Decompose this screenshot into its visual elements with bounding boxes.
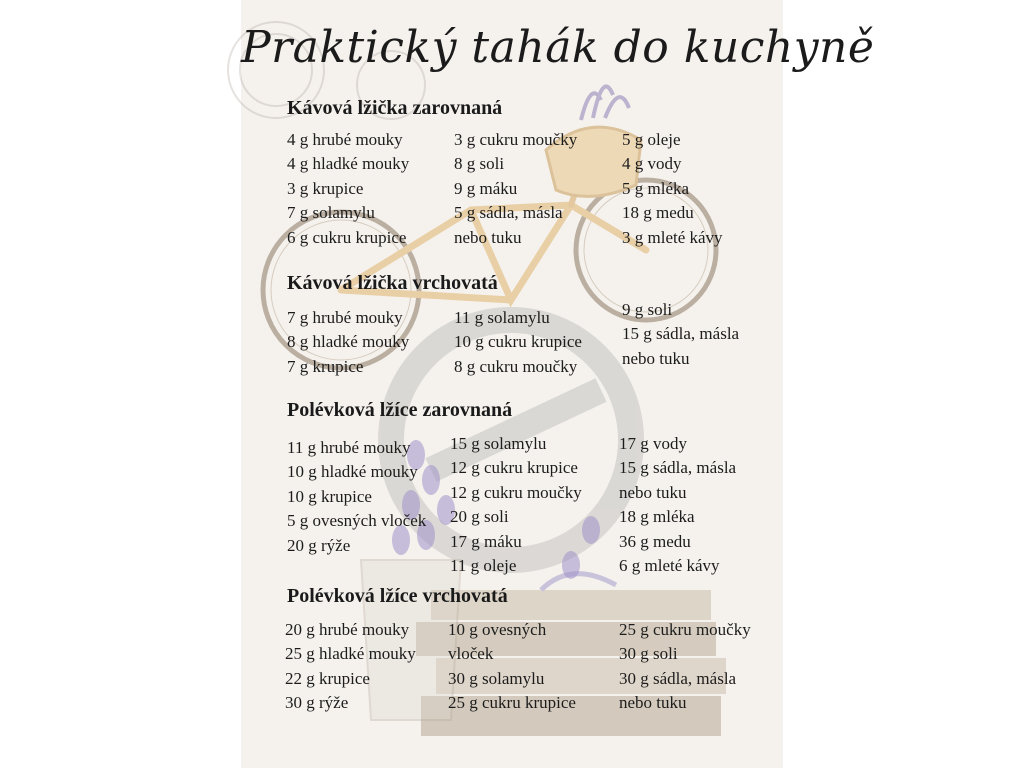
page-title: Praktický tahák do kuchyně xyxy=(241,22,875,73)
list-item: 18 g mléka xyxy=(619,507,695,527)
list-item: 3 g krupice xyxy=(287,178,364,198)
section-3-column-3 xyxy=(619,432,736,578)
section-heading: Kávová lžička vrchovatá xyxy=(287,272,498,294)
list-item: 8 g soli xyxy=(454,154,505,174)
section-2-column-1 xyxy=(287,306,409,379)
list-item: 17 g vody xyxy=(619,434,687,453)
section-4-column-3 xyxy=(619,618,751,716)
list-item: 8 g hladké mouky xyxy=(287,332,410,352)
list-item: 10 g cukru krupice xyxy=(454,332,582,352)
list-item: 5 g sádla, másla xyxy=(454,203,563,223)
list-item: 15 g sádla, másla xyxy=(622,324,740,344)
section-2-column-3 xyxy=(622,298,739,371)
list-item: 6 g mleté kávy xyxy=(619,555,720,575)
list-item: 4 g hrubé mouky xyxy=(287,130,403,149)
list-item: 9 g máku xyxy=(454,178,518,198)
section-1-column-3 xyxy=(622,128,723,250)
list-item: 25 g hladké mouky xyxy=(285,644,416,664)
list-item: 30 g rýže xyxy=(285,693,349,713)
list-item: 20 g soli xyxy=(450,507,509,527)
list-item: 30 g solamylu xyxy=(448,668,545,688)
section-heading: Polévková lžíce vrchovatá xyxy=(287,585,508,607)
list-item: 22 g krupice xyxy=(285,668,370,688)
section-1-column-1 xyxy=(287,128,409,250)
section-3-column-2 xyxy=(450,432,582,578)
list-item: 20 g rýže xyxy=(287,535,351,555)
list-item: 5 g ovesných vloček xyxy=(287,511,427,531)
list-item: 5 g mléka xyxy=(622,178,690,198)
list-item: 20 g hrubé mouky xyxy=(285,620,410,639)
list-item: 10 g krupice xyxy=(287,486,372,506)
recipe-card xyxy=(241,0,875,768)
list-item: 15 g solamylu xyxy=(450,434,547,453)
list-item: 10 g hladké mouky xyxy=(287,462,418,482)
section-heading: Polévková lžíce zarovnaná xyxy=(287,399,513,421)
section-heading: Kávová lžička zarovnaná xyxy=(287,97,503,119)
list-item: 12 g cukru moučky xyxy=(450,482,582,502)
list-item: vloček xyxy=(448,644,494,664)
section-2-column-2 xyxy=(454,306,582,379)
list-item: 7 g krupice xyxy=(287,356,364,376)
list-item: 7 g solamylu xyxy=(287,203,375,223)
section-4-column-2 xyxy=(448,618,576,716)
list-item: 11 g hrubé mouky xyxy=(287,438,411,457)
list-item: nebo tuku xyxy=(454,227,522,247)
list-item: 25 g cukru krupice xyxy=(448,693,576,713)
list-item: 11 g oleje xyxy=(450,555,517,575)
list-item: 4 g hladké mouky xyxy=(287,154,410,174)
list-item: 7 g hrubé mouky xyxy=(287,308,403,327)
section-1-column-2 xyxy=(454,128,577,250)
list-item: 11 g solamylu xyxy=(454,308,550,327)
list-item: 30 g soli xyxy=(619,644,678,664)
section-3-column-1 xyxy=(287,436,426,558)
list-item: 3 g mleté kávy xyxy=(622,227,723,247)
list-item: nebo tuku xyxy=(619,482,687,502)
list-item: 5 g oleje xyxy=(622,130,681,149)
list-item: 3 g cukru moučky xyxy=(454,130,578,149)
list-item: 15 g sádla, másla xyxy=(619,458,737,478)
list-item: 4 g vody xyxy=(622,154,682,174)
list-item: nebo tuku xyxy=(622,348,690,368)
list-item: 10 g ovesných xyxy=(448,620,547,639)
list-item: 17 g máku xyxy=(450,531,522,551)
list-item: 8 g cukru moučky xyxy=(454,356,578,376)
section-4-column-1 xyxy=(285,618,416,716)
list-item: 9 g soli xyxy=(622,300,673,319)
list-item: 18 g medu xyxy=(622,203,694,223)
list-item: 6 g cukru krupice xyxy=(287,227,407,247)
list-item: 12 g cukru krupice xyxy=(450,458,578,478)
list-item: 25 g cukru moučky xyxy=(619,620,751,639)
list-item: nebo tuku xyxy=(619,693,687,713)
list-item: 36 g medu xyxy=(619,531,691,551)
list-item: 30 g sádla, másla xyxy=(619,668,737,688)
